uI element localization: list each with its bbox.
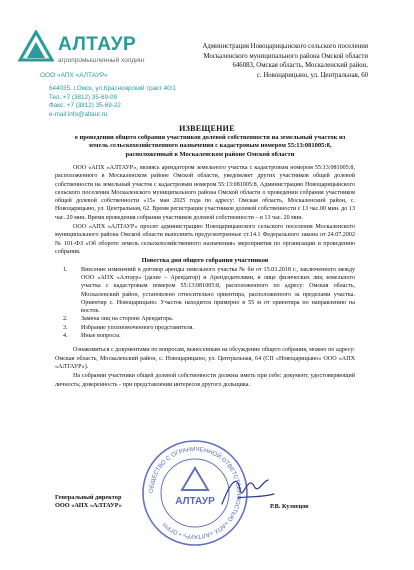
recipient-line: Администрация Новоцарицынского сельского поселения [202, 43, 368, 50]
company-logo [18, 30, 148, 70]
closing-paragraph: Ознакомиться с документами по вопросам, вынесенным на обсуждение общего собрания, можно по адресу: Омская область, Москаленский район, с. Новоцарицыно, ул. Центральная, 64 (СП «Новоцарицыно» ООО «АПХ «АЛТАУР»). [55, 347, 355, 370]
notice-subtitle: о проведении общего собрания участников долевой собственности на земельный участок из земель сельскохозяйственного назначения с кадастровым номером 55:13:081005:8, расположенный в Москаленском районе Омской области [74, 134, 346, 158]
agenda-text: Избрание уполномоченного представителя. [81, 324, 194, 331]
closing-paragraph: На собрании участники общей долевой собственности должны иметь при себе: документ, удостоверяющий личность; доверенность - при представлении интересов другого дольщика. [55, 373, 355, 388]
signatory-title: Генеральный директор [55, 494, 122, 501]
notice-body [55, 164, 355, 390]
agenda-title: Повестка дня общего собрания участников [141, 257, 269, 265]
logo-subtitle: агропромышленный холдинг [58, 57, 145, 64]
sender-line: Тел.:+7 (3812) 35-69-09 [49, 93, 118, 101]
sender-line: Факс: +7 (3812) 35-69-22 [49, 102, 121, 110]
agenda-item [55, 315, 355, 323]
sender-address [49, 85, 176, 119]
sender-line: 644035, г.Омск, ул.Красноярский тракт 40/1 [49, 85, 176, 92]
sender-email[interactable]: e-mail:info@altaur.ru [49, 110, 108, 118]
agenda-text: Иные вопросы. [81, 333, 121, 340]
logo-mark-icon [18, 30, 54, 66]
seal-center-text: АЛТАУР [175, 496, 215, 507]
agenda-number: 3. [63, 324, 68, 331]
signatory-position [55, 494, 122, 511]
agenda-text: Внесение изменений в договор аренды земельного участка № бн от 15.03.2018 г., заключенного между ООО «АПХ «Алтаур» (далее – Арендатор) и Арендодателями, в лице физических лиц земельного участка с кадастровым номером 55:13:081005:8, расположенного по адресу: Омская область, Москаленский район, установлено относительно ориентира, расположенного за пределами участка. Ориентир с. Новоцарицыно. Участок находится примерно в 55 м от ориентира по направлению на восток. [81, 266, 355, 315]
agenda-number: 2. [63, 316, 68, 323]
logo-wordmark: АЛТАУР [58, 34, 137, 55]
agenda-text: Замена лиц на стороне Арендатора. [81, 316, 174, 323]
agenda-item [55, 266, 355, 316]
notice-title: ИЗВЕЩЕНИЕ [179, 124, 235, 133]
recipient-line: 646083, Омская область, Москаленский район, [232, 62, 368, 70]
agenda-number: 1. [63, 266, 68, 273]
agenda-item [55, 324, 355, 332]
sender-company: ООО «АПХ «АЛТАУР» [40, 72, 108, 79]
recipient-line: Москаленского муниципального района Омской области [203, 52, 368, 60]
agenda-number: 4. [63, 333, 68, 340]
recipient-block [168, 42, 368, 80]
seal-ring-text: ОБЩЕСТВО С ОГРАНИЧЕННОЙ ОТВЕТСТВЕННОСТЬЮ «АПХ «АЛТАУР» • ОГРН [148, 446, 242, 540]
signatory-name: Р.В. Кузнецов [270, 503, 309, 510]
handwritten-signature-icon [218, 468, 278, 513]
agenda-item [55, 332, 355, 340]
signatory-company: ООО «АПХ «АЛТАУР» [55, 502, 122, 510]
recipient-line: с. Новоцарицыно, ул. Центральная, 60 [256, 71, 368, 79]
agenda-list [55, 266, 355, 341]
body-paragraph: ООО «АПХ «АЛТАУР» просит администрацию Новоцарицынского сельского поселения Москаленского муниципального района Омской области выполнить предусмотренные ст.14.1 Федерального закона от 24.07.2002 № 101-ФЗ «Об обороте земель сельскохозяйственного назначения» мероприятия по организации и проведению собрания. [55, 224, 355, 255]
body-paragraph: ООО «АПХ «АЛТАУР», являясь арендатором земельного участка с кадастровым номером 55:13:081005:8, расположенного в Москаленском районе Омской области, уведомляет других участников общей долевой собственности на земельный участок с кадастровым номером 55:13:081005:8, Администрацию Новоцарицынского сельского поселения Москаленского муниципального района Омской области о проведении собрания участников общей долевой собственности «15» мая 2025 года по адресу: Омская область, Москаленский район, с. Новоцарицыно, ул. Центральная, 62. Время регистрации участников долевой собственности с 13 час.00 мин. до 13 час. 20 мин. Время проведения собрания участников долевой собственности – в 13 час. 20 мин. [55, 165, 355, 221]
